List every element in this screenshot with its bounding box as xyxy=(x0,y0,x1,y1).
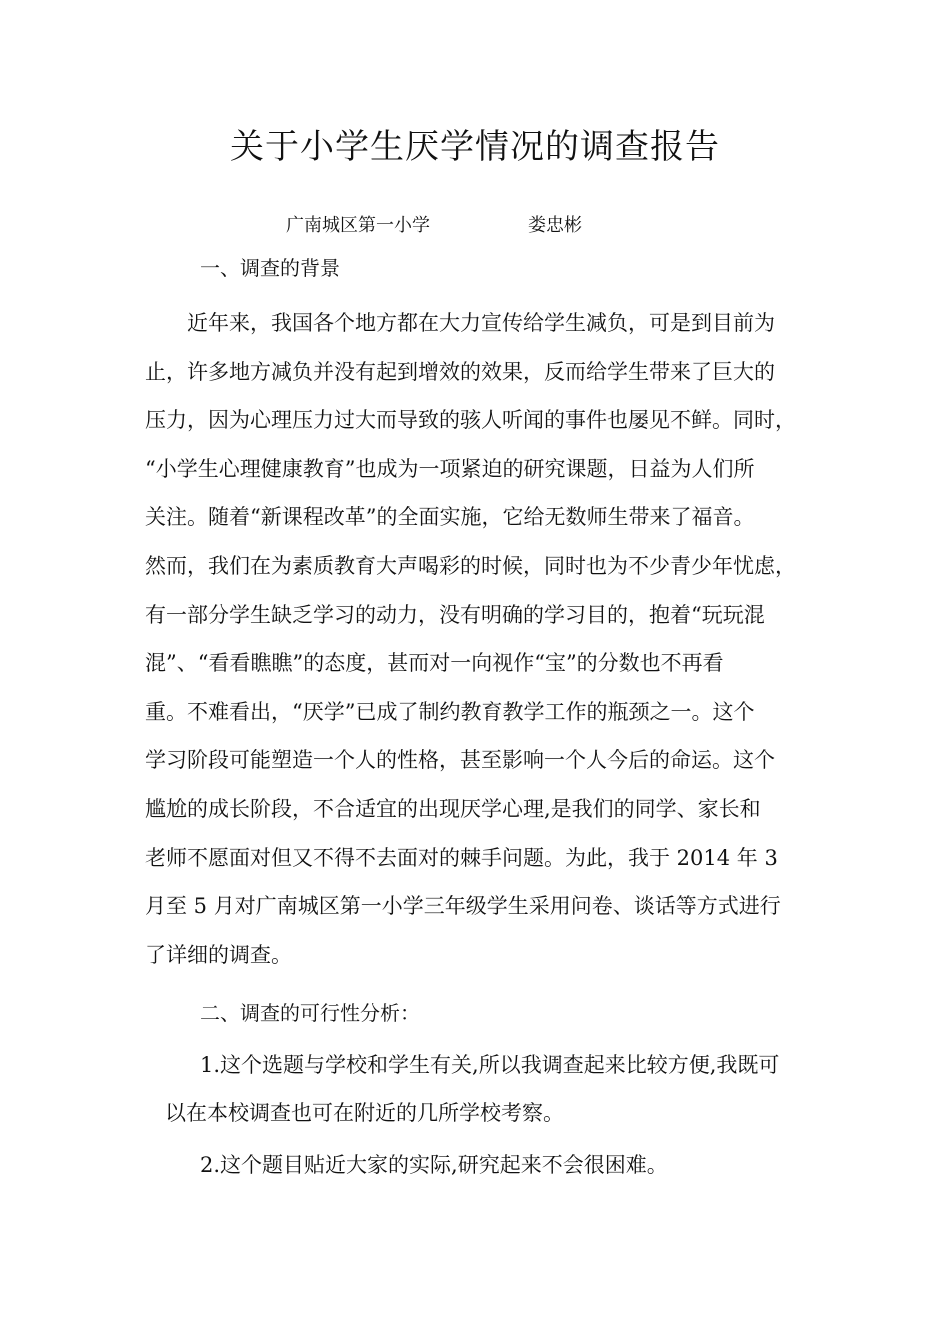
paragraph-line: 月至 5 月对广南城区第一小学三年级学生采用问卷、谈话等方式进行 xyxy=(145,894,781,919)
byline xyxy=(0,212,950,240)
paragraph-line: 了详细的调查。 xyxy=(145,942,292,967)
paragraph-line: 混”、“看看瞧瞧”的态度，甚而对一向视作“宝”的分数也不再看 xyxy=(145,651,724,676)
paragraph-line: 止，许多地方减负并没有起到增效的效果，反而给学生带来了巨大的 xyxy=(145,359,775,384)
paragraph-line: 近年来，我国各个地方都在大力宣传给学生减负，可是到目前为 xyxy=(187,311,775,335)
list-item-2: 2.这个题目贴近大家的实际,研究起来不会很困难。 xyxy=(200,1153,668,1177)
author-name: 娄忠彬 xyxy=(528,215,582,236)
paragraph-line: 学习阶段可能塑造一个人的性格，甚至影响一个人今后的命运。这个 xyxy=(145,748,775,773)
paragraph-line: “小学生心理健康教育”也成为一项紧迫的研究课题，日益为人们所 xyxy=(145,456,755,481)
document-title: 关于小学生厌学情况的调查报告 xyxy=(230,127,720,167)
paragraph-line: 关注。随着“新课程改革”的全面实施，它给无数师生带来了福音。 xyxy=(145,505,755,530)
paragraph-line: 然而，我们在为素质教育大声喝彩的时候，同时也为不少青少年忧虑， xyxy=(145,553,796,578)
school-name: 广南城区第一小学 xyxy=(286,215,430,236)
list-item-1-line-1: 1.这个选题与学校和学生有关,所以我调查起来比较方便,我既可 xyxy=(200,1053,780,1077)
paragraph-line: 有一部分学生缺乏学习的动力，没有明确的学习目的，抱着“玩玩混 xyxy=(145,602,765,627)
list-item-1-line-2: 以在本校调查也可在附近的几所学校考察。 xyxy=(165,1101,564,1125)
section-heading-feasibility: 二、调查的可行性分析： xyxy=(200,1001,420,1025)
paragraph-line: 重。不难看出，“厌学”已成了制约教育教学工作的瓶颈之一。这个 xyxy=(145,699,755,724)
paragraph-line: 压力，因为心理压力过大而导致的骇人听闻的事件也屡见不鲜。同时， xyxy=(145,408,796,433)
paragraph-line: 老师不愿面对但又不得不去面对的棘手问题。为此，我于 2014 年 3 xyxy=(145,845,778,870)
paragraph-line: 尴尬的成长阶段，不合适宜的出现厌学心理,是我们的同学、家长和 xyxy=(145,796,761,821)
background-paragraph xyxy=(145,299,807,979)
section-heading-background: 一、调查的背景 xyxy=(200,256,340,280)
